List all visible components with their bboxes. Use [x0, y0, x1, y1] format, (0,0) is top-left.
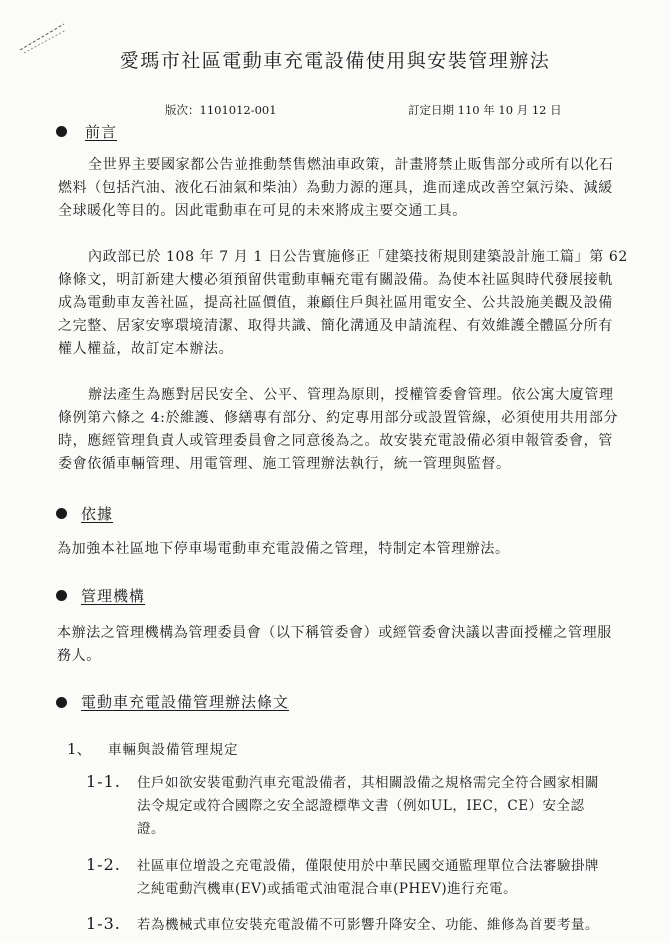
article-number: 1-1. [86, 772, 121, 791]
section-heading-basis: 依據 [81, 505, 114, 523]
text-line: 法令規定或符合國際之安全認證標準文書（例如UL，IEC，CE）安全認 [137, 798, 585, 814]
document-title: 愛瑪市社區電動車充電設備使用與安裝管理辦法 [119, 50, 551, 72]
preface-paragraph-1 [58, 154, 614, 223]
basis-text: 為加強本社區地下停車場電動車充電設備之管理，特制定本管理辦法。 [57, 541, 510, 557]
text-line: 條條文，明訂新建大樓必須預留供電動車輛充電有關設備。為使本社區與時代發展接軌 [58, 272, 613, 288]
text-line: 社區車位增設之充電設備，僅限使用於中華民國交通監理單位合法審驗掛牌 [137, 858, 599, 874]
text-line: 全球暖化等目的。因此電動車在可見的未來將成主要交通工具。 [58, 203, 467, 219]
text-line: 權人權益，故訂定本辦法。 [58, 341, 234, 357]
bullet-icon [56, 697, 67, 708]
preface-paragraph-2 [58, 246, 628, 361]
bullet-icon [56, 508, 67, 519]
authority-text [57, 622, 612, 668]
bullet-icon [56, 590, 67, 601]
text-line: 若為機械式車位安裝充電設備不可影響升降安全、功能、維修為首要考量。 [137, 917, 599, 933]
enactment-date: 訂定日期 110 年 10 月 12 日 [408, 103, 562, 117]
text-line: 條例第六條之 4:於維護、修繕專有部分、約定專用部分或設置管線，必須使用共用部分 [58, 410, 619, 426]
chapter-number: 1、 [67, 740, 92, 758]
text-line: 之完整、居家安寧環境清潔、取得共識、簡化溝通及申請流程、有效維護全體區分所有 [58, 318, 613, 334]
text-line: 成為電動車友善社區，提高社區價值，兼顧住戶與社區用電安全、公共設施美觀及設備 [58, 295, 613, 311]
section-heading-authority: 管理機構 [81, 587, 146, 605]
text-line: 委會依循車輛管理、用電管理、施工管理辦法執行，統一管理與監督。 [58, 456, 511, 472]
article-text [137, 855, 599, 901]
bullet-icon [56, 126, 67, 137]
version-label: 版次：1101012-001 [165, 103, 277, 117]
text-line: 時，應經管理負責人或管理委員會之同意後為之。故安裝充電設備必須申報管委會，管 [58, 433, 613, 449]
text-line: 之純電動汽機車(EV)或插電式油電混合車(PHEV)進行充電。 [137, 881, 518, 897]
text-line: 務人。 [57, 648, 101, 664]
text-line: 住戶如欲安裝電動汽車充電設備者，其相關設備之規格需完全符合國家相關 [137, 775, 599, 791]
text-line: 燃料（包括汽油、液化石油氣和柴油）為動力源的運具，進而達成改善空氣污染、減緩 [58, 180, 613, 196]
section-heading-articles: 電動車充電設備管理辦法條文 [81, 693, 290, 711]
text-line: 全世界主要國家都公告並推動禁售燃油車政策，計畫將禁止販售部分或所有以化石 [88, 157, 614, 173]
chapter-title: 車輛與設備管理規定 [108, 742, 239, 758]
text-line: 辦法產生為應對居民安全、公平、管理為原則，授權管委會管理。依公寓大廈管理 [88, 387, 614, 403]
article-text [137, 772, 599, 841]
text-line: 內政部已於 108 年 7 月 1 日公告實施修正「建築技術規則建築設計施工篇」第 62 [88, 249, 628, 265]
section-heading-preface: 前言 [85, 123, 118, 141]
text-line: 證。 [137, 821, 165, 837]
article-text [137, 914, 599, 937]
preface-paragraph-3 [58, 384, 618, 476]
article-number: 1-2. [86, 855, 121, 874]
article-number: 1-3. [86, 914, 121, 933]
text-line: 本辦法之管理機構為管理委員會（以下稱管委會）或經管委會決議以書面授權之管理服 [57, 625, 612, 641]
